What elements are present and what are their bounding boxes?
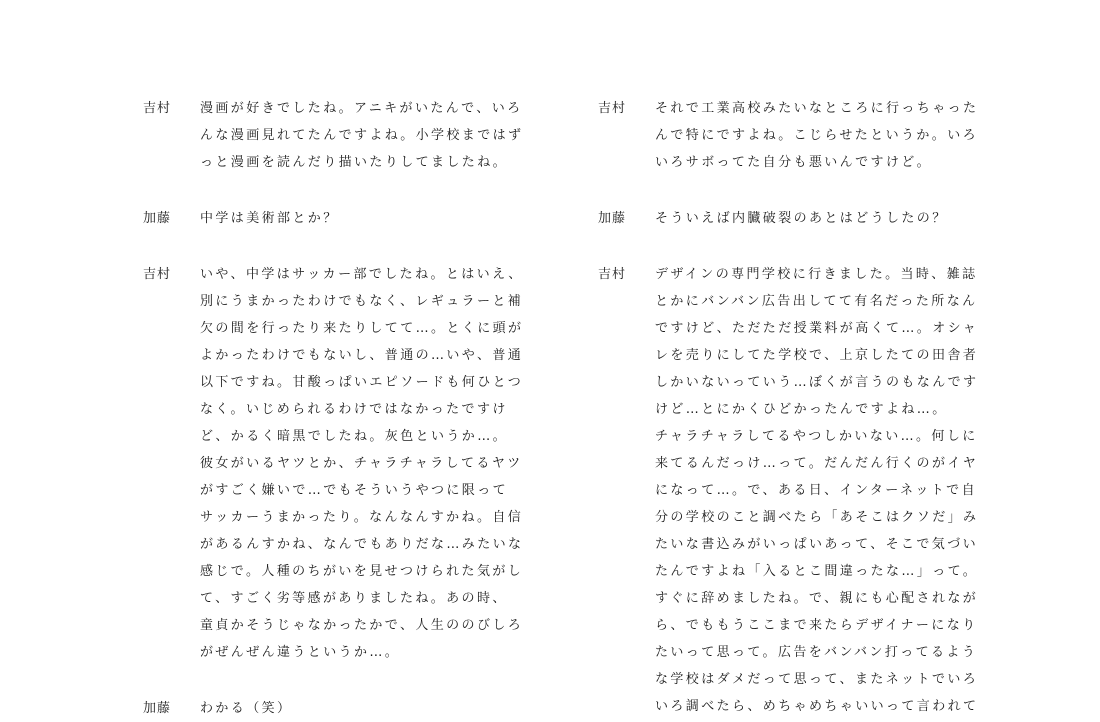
text-line: たいな書込みがいっぱいあって、そこで気づい (655, 537, 979, 552)
dialogue-text (655, 205, 948, 232)
text-line: んで特にですよね。こじらせたというか。いろ (655, 128, 979, 143)
dialogue-text (655, 95, 978, 176)
dialogue-entry (598, 95, 998, 176)
dialogue-entry (143, 205, 543, 232)
text-line: サッカーうまかったり。なんなんすかね。自信 (200, 510, 524, 525)
text-line: 分の学校のこと調べたら「あそこはクソだ」み (655, 510, 979, 525)
text-line: よかったわけでもないし、普通の…いや、普通 (200, 348, 524, 363)
text-line: チャラチャラしてるやつしかいない…。何しに (655, 429, 978, 444)
text-line: 童貞かそうじゃなかったかで、人生ののびしろ (200, 618, 524, 633)
dialogue-entry (143, 261, 543, 666)
text-line: デザインの専門学校に行きました。当時、雑誌 (655, 267, 978, 282)
text-line: んな漫画見れてたんですよね。小学校まではず (200, 128, 524, 143)
dialogue-text (200, 695, 292, 722)
text-line: があるんすかね、なんでもありだな…みたいな (200, 537, 524, 552)
text-line: わかる（笑） (200, 701, 293, 716)
text-line: ですけど、ただただ授業料が高くて…。オシャ (655, 321, 979, 336)
text-line: ど、かるく暗黒でしたね。灰色というか…。 (200, 429, 509, 444)
text-line: それで工業高校みたいなところに行っちゃった (655, 101, 979, 116)
speaker-name: 加藤 (143, 701, 172, 716)
dialogue-entry (143, 695, 543, 722)
text-line: 別にうまかったわけでもなく、レギュラーと補 (200, 294, 524, 309)
dialogue-entry (143, 95, 543, 176)
speaker-name: 吉村 (143, 101, 172, 116)
speaker-name: 吉村 (143, 267, 172, 282)
text-line: いろサボってた自分も悪いんですけど。 (655, 155, 933, 170)
text-line: 来てるんだっけ…って。だんだん行くのがイヤ (655, 456, 979, 471)
dialogue-entry (598, 205, 998, 232)
text-line: な学校はダメだって思って、またネットでいろ (655, 672, 979, 687)
speaker-name: 吉村 (598, 267, 627, 282)
text-line: けど…とにかくひどかったんですよね…。 (655, 402, 948, 417)
text-line: がすごく嫌いで…でもそういうやつに限って (200, 483, 509, 498)
text-line: て、すごく劣等感がありましたね。あの時、 (200, 591, 508, 606)
text-line: いろ調べたら、めちゃめちゃいいって言われて (655, 699, 979, 714)
text-line: 中学は美術部とか？ (200, 211, 339, 226)
speaker-name: 加藤 (143, 211, 172, 226)
dialogue-text (200, 261, 524, 666)
right-column (598, 95, 998, 720)
text-line: 感じで。人種のちがいを見せつけられた気がし (200, 564, 524, 579)
text-line: そういえば内臓破裂のあとはどうしたの？ (655, 211, 948, 226)
text-line: 彼女がいるヤツとか、チャラチャラしてるヤツ (200, 456, 523, 471)
text-line: 欠の間を行ったり来たりしてて…。とくに頭が (200, 321, 524, 336)
text-line: なく。いじめられるわけではなかったですけ (200, 402, 508, 417)
speaker-name: 加藤 (598, 211, 627, 226)
text-line: たんですよね「入るとこ間違ったな…」って。 (655, 564, 979, 579)
text-line: っと漫画を読んだり描いたりしてましたね。 (200, 155, 509, 170)
text-line: しかいないっていう…ぼくが言うのもなんです (655, 375, 979, 390)
text-line: すぐに辞めましたね。で、親にも心配されなが (655, 591, 979, 606)
text-line: がぜんぜん違うというか…。 (200, 645, 401, 660)
text-line: いや、中学はサッカー部でしたね。とはいえ、 (200, 267, 524, 282)
text-line: ら、でももうここまで来たらデザイナーになり (655, 618, 978, 633)
text-line: 以下ですね。甘酸っぱいエピソードも何ひとつ (200, 375, 524, 390)
dialogue-entry (598, 261, 998, 720)
text-line: になって…。で、ある日、インターネットで自 (655, 483, 977, 498)
speaker-name: 吉村 (598, 101, 627, 116)
text-line: レを売りにしてた学校で、上京したての田舎者 (655, 348, 979, 363)
dialogue-text (655, 261, 978, 720)
text-line: とかにバンバン広告出してて有名だった所なん (655, 294, 978, 309)
left-column (143, 95, 543, 722)
text-line: 漫画が好きでしたね。アニキがいたんで、いろ (200, 101, 523, 116)
dialogue-text (200, 205, 339, 232)
dialogue-text (200, 95, 523, 176)
text-line: たいって思って。広告をバンバン打ってるよう (655, 645, 978, 660)
